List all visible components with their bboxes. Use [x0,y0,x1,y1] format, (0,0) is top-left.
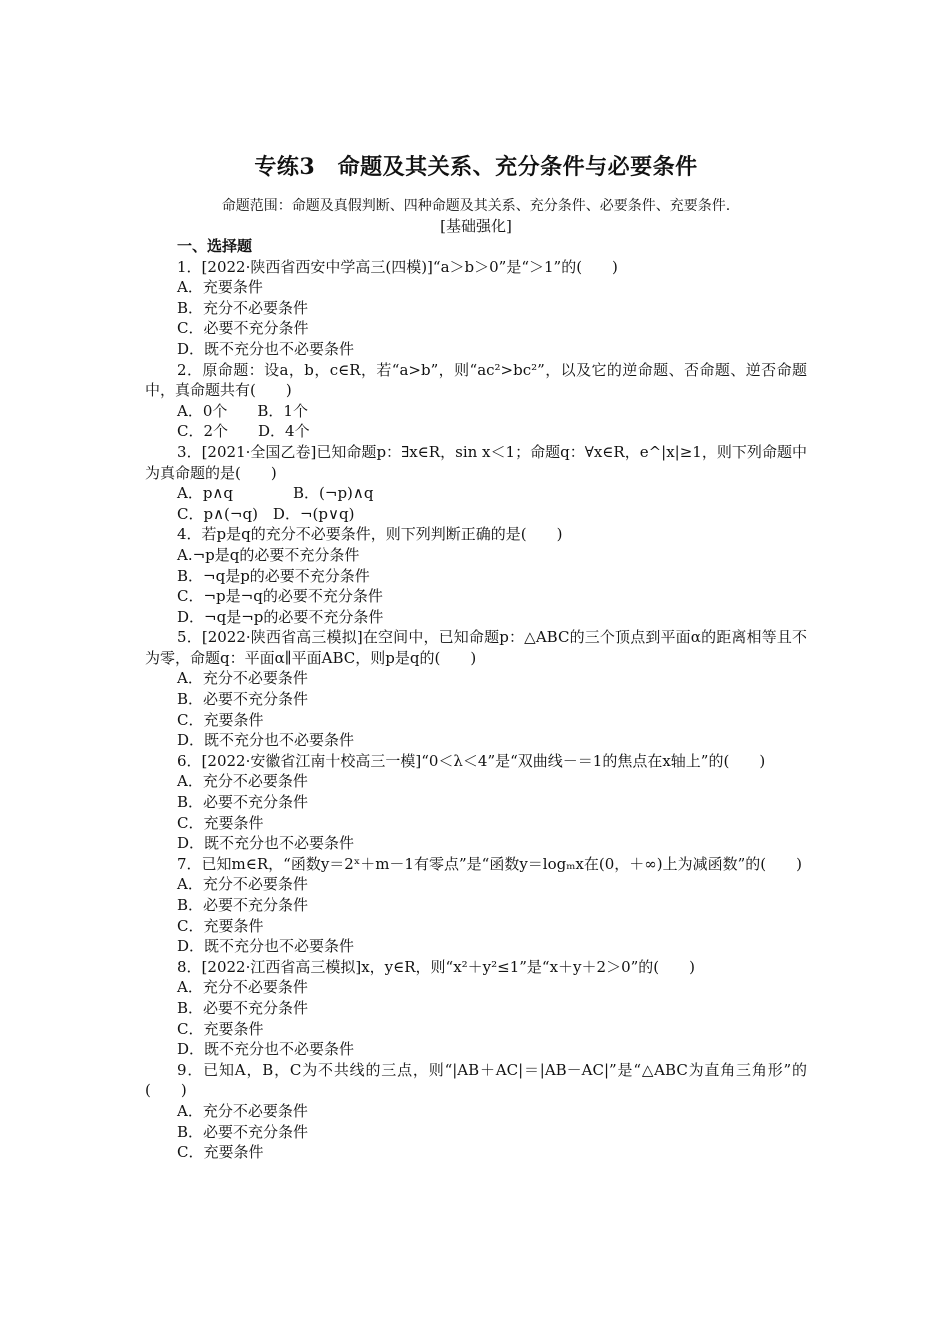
answer-option: A．充分不必要条件 [177,978,308,997]
question-2 [145,360,807,442]
answer-option: A．充分不必要条件 [177,772,308,791]
answer-option: A．充要条件 [177,278,263,297]
question-list [145,257,807,1163]
answer-option: C．2个 D．4个 [177,422,310,441]
answer-option: D．既不充分也不必要条件 [177,834,355,853]
answer-option: B．必要不充分条件 [177,896,309,914]
answer-option: C．p∧(¬q) D．¬(p∨q) [177,504,355,523]
question-5 [145,627,807,751]
answer-option: C．¬p是¬q的必要不充分条件 [177,587,383,606]
answer-option: B．¬q是p的必要不充分条件 [177,566,370,585]
answer-option: D．既不充分也不必要条件 [177,937,355,956]
question-8 [145,957,807,1060]
section-heading: 一、选择题 [177,237,253,255]
answer-option: C．充要条件 [177,813,264,832]
answer-option: B．必要不充分条件 [177,998,309,1017]
answer-option: B．必要不充分条件 [177,690,309,709]
answer-option: A.¬p是q的必要不充分条件 [177,545,360,564]
answer-option: A．0个 B．1个 [177,401,308,420]
answer-option: C．充要条件 [177,1143,264,1162]
answer-option: D．既不充分也不必要条件 [177,731,355,750]
document-page [145,150,807,1163]
scope-line: 命题范围：命题及真假判断、四种命题及其关系、充分条件、必要条件、充要条件. [221,198,731,214]
question-stem: 5．[2022·陕西省高三模拟]在空间中，已知命题p：△ABC的三个顶点到平面α的距离相等且不为零，命题q：平面α∥平面ABC，则p是q的( ) [145,628,807,667]
page-title: 专练3 命题及其关系、充分条件与必要条件 [254,154,698,180]
answer-option: C．充要条件 [177,710,264,729]
question-stem: 3．[2021·全国乙卷]已知命题p：∃x∈R，sin x＜1；命题q：∀x∈R，e^|x|≥1，则下列命题中为真命题的是( ) [145,442,807,482]
question-stem: 2．原命题：设a，b，c∈R，若“a>b”，则“ac²>bc²”，以及它的逆命题、否命题、逆否命题中，真命题共有( ) [145,360,807,400]
question-9 [145,1060,807,1163]
answer-option: A．充分不必要条件 [177,669,308,688]
question-stem: 8．[2022·江西省高三模拟]x，y∈R，则“x²＋y²≤1”是“x＋y＋2＞0”的( ) [177,957,695,976]
answer-option: D．既不充分也不必要条件 [177,1040,355,1059]
answer-option: C．必要不充分条件 [177,319,309,338]
question-6 [145,751,807,854]
answer-option: B．必要不充分条件 [177,793,309,812]
answer-option: B．必要不充分条件 [177,1122,309,1141]
answer-option: A．充分不必要条件 [177,1101,308,1120]
answer-option: C．充要条件 [177,916,264,935]
difficulty-tag: [基础强化] [440,217,512,235]
answer-option: A．p∧q B．(¬p)∧q [177,484,374,503]
answer-option: A．充分不必要条件 [177,875,308,894]
question-stem: 4．若p是q的充分不必要条件，则下列判断正确的是( ) [177,525,563,544]
question-4 [145,524,807,627]
answer-option: B．充分不必要条件 [177,298,309,317]
answer-option: D．¬q是¬p的必要不充分条件 [177,607,384,626]
question-stem: 7．已知m∈R，“函数y＝2ˣ＋m－1有零点”是“函数y＝logₘx在(0，＋∞)上为减函数”的( ) [177,854,802,873]
answer-option: C．充要条件 [177,1019,264,1038]
question-stem: 1．[2022·陕西省西安中学高三(四模)]“a＞b＞0”是“＞1”的( ) [177,257,618,276]
question-7 [145,854,807,957]
question-1 [145,257,807,360]
question-stem: 9．已知A，B，C为不共线的三点，则“|AB＋AC|＝|AB－AC|”是“△ABC为直角三角形”的( ) [145,1060,807,1100]
question-3 [145,442,807,524]
answer-option: D．既不充分也不必要条件 [177,339,355,358]
question-stem: 6．[2022·安徽省江南十校高三一模]“0＜λ＜4”是“双曲线－＝1的焦点在x轴上”的( ) [177,751,766,770]
